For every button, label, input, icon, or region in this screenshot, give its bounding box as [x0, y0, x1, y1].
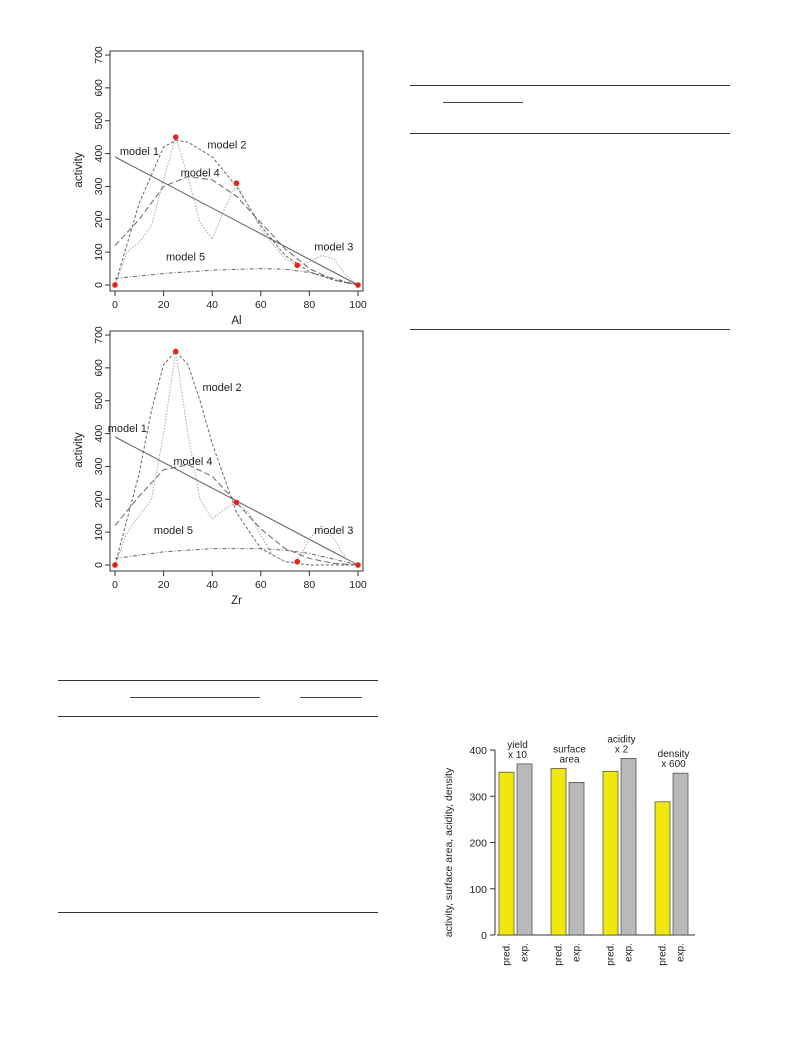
chart-activity-vs-zr	[70, 325, 370, 605]
series-annotation: model 5	[166, 251, 206, 264]
table-left-header-underline-1	[130, 697, 260, 698]
y-tick-label: 100	[469, 883, 487, 896]
x-tick-label: exp.	[675, 943, 687, 962]
group-label: x 2	[614, 744, 629, 756]
y-axis-label: activity, surface area, acidity, density	[443, 767, 455, 938]
chart-predicted-vs-experimental	[440, 725, 700, 995]
x-tick-label: exp.	[519, 943, 531, 962]
plot-frame	[110, 51, 363, 291]
series-annotation: model 2	[207, 139, 247, 152]
y-tick-label: 500	[93, 391, 105, 410]
bar-pred	[499, 772, 514, 935]
group-label: acidity	[607, 734, 636, 746]
observed-point	[294, 559, 300, 565]
series-line-model-4	[115, 465, 358, 565]
x-tick-label: 80	[303, 579, 316, 591]
x-axis-label: Zr	[231, 595, 242, 605]
observed-point	[355, 562, 361, 568]
y-tick-label: 600	[93, 79, 105, 97]
x-tick-label: 60	[254, 579, 267, 591]
y-tick-label: 200	[93, 210, 105, 229]
bar-exp	[673, 773, 688, 935]
series-annotation: model 4	[173, 455, 213, 468]
y-tick-label: 0	[481, 930, 487, 942]
series-line-model-3	[115, 137, 358, 285]
y-axis-label: activity	[73, 152, 85, 188]
group-label: area	[559, 754, 580, 766]
y-tick-label: 400	[93, 144, 105, 163]
x-tick-label: 20	[157, 299, 170, 311]
y-tick-label: 700	[93, 326, 105, 344]
chart-activity-vs-al	[70, 45, 370, 325]
observed-point	[234, 180, 240, 186]
y-tick-label: 100	[93, 523, 105, 541]
observed-point	[173, 349, 179, 355]
x-tick-label: pred.	[657, 943, 669, 966]
series-annotation: model 2	[202, 381, 242, 394]
series-annotation: model 5	[153, 524, 194, 537]
x-tick-label: 60	[254, 299, 267, 311]
y-tick-label: 0	[93, 562, 105, 568]
table-right-top-rule	[410, 85, 730, 86]
table-right-header-underline	[443, 102, 523, 103]
group-label: density	[657, 749, 690, 761]
series-line-model-4	[115, 177, 358, 285]
bar-pred	[655, 802, 670, 935]
x-tick-label: pred.	[501, 943, 513, 966]
y-tick-label: 0	[93, 282, 105, 288]
series-line-model-5	[115, 269, 358, 285]
x-tick-label: 40	[206, 299, 219, 311]
observed-point	[112, 562, 118, 568]
x-tick-label: 100	[349, 579, 367, 591]
x-tick-label: exp.	[623, 943, 635, 962]
group-label: x 600	[661, 759, 686, 771]
table-right-bottom-rule	[410, 329, 730, 330]
observed-point	[234, 500, 240, 506]
y-tick-label: 400	[469, 745, 487, 757]
x-tick-label: 100	[349, 299, 367, 311]
bar-exp	[517, 764, 532, 935]
table-left-header-underline-2	[300, 697, 362, 698]
series-annotation: model 3	[314, 241, 354, 254]
observed-point	[112, 282, 118, 288]
y-tick-label: 300	[469, 791, 487, 804]
group-label: x 10	[508, 749, 527, 761]
y-tick-label: 400	[93, 424, 105, 443]
bar-pred	[551, 769, 566, 936]
group-label: yield	[507, 739, 528, 751]
table-left-mid-rule	[58, 716, 378, 717]
series-annotation: model 4	[180, 167, 220, 180]
table-left-top-rule	[58, 680, 378, 681]
bar-pred	[603, 771, 618, 935]
x-tick-label: pred.	[553, 943, 565, 966]
observed-point	[294, 262, 300, 268]
series-line-model-2	[115, 140, 358, 285]
x-tick-label: 80	[303, 299, 316, 311]
x-tick-label: 0	[112, 299, 118, 311]
y-tick-label: 300	[93, 457, 105, 476]
x-axis-label: Al	[231, 315, 242, 325]
group-label: surface	[553, 744, 586, 756]
table-left-bottom-rule	[58, 912, 378, 913]
x-tick-label: 40	[206, 579, 219, 591]
series-line-model-5	[115, 549, 358, 565]
y-tick-label: 200	[469, 837, 487, 850]
y-tick-label: 500	[93, 111, 105, 130]
table-right-mid-rule	[410, 133, 730, 134]
y-tick-label: 200	[93, 490, 105, 509]
bar-exp	[569, 782, 584, 935]
y-tick-label: 100	[93, 243, 105, 261]
y-tick-label: 600	[93, 359, 105, 377]
x-tick-label: 0	[112, 579, 118, 591]
y-tick-label: 300	[93, 177, 105, 196]
x-tick-label: pred.	[605, 943, 617, 966]
x-tick-label: exp.	[571, 943, 583, 962]
series-annotation: model 1	[107, 422, 147, 435]
bar-exp	[621, 758, 636, 935]
series-annotation: model 1	[119, 146, 160, 159]
series-annotation: model 3	[314, 524, 354, 537]
observed-point	[173, 134, 179, 140]
y-tick-label: 700	[93, 46, 105, 64]
y-axis-label: activity	[73, 432, 85, 468]
x-tick-label: 20	[157, 579, 170, 591]
observed-point	[355, 282, 361, 288]
